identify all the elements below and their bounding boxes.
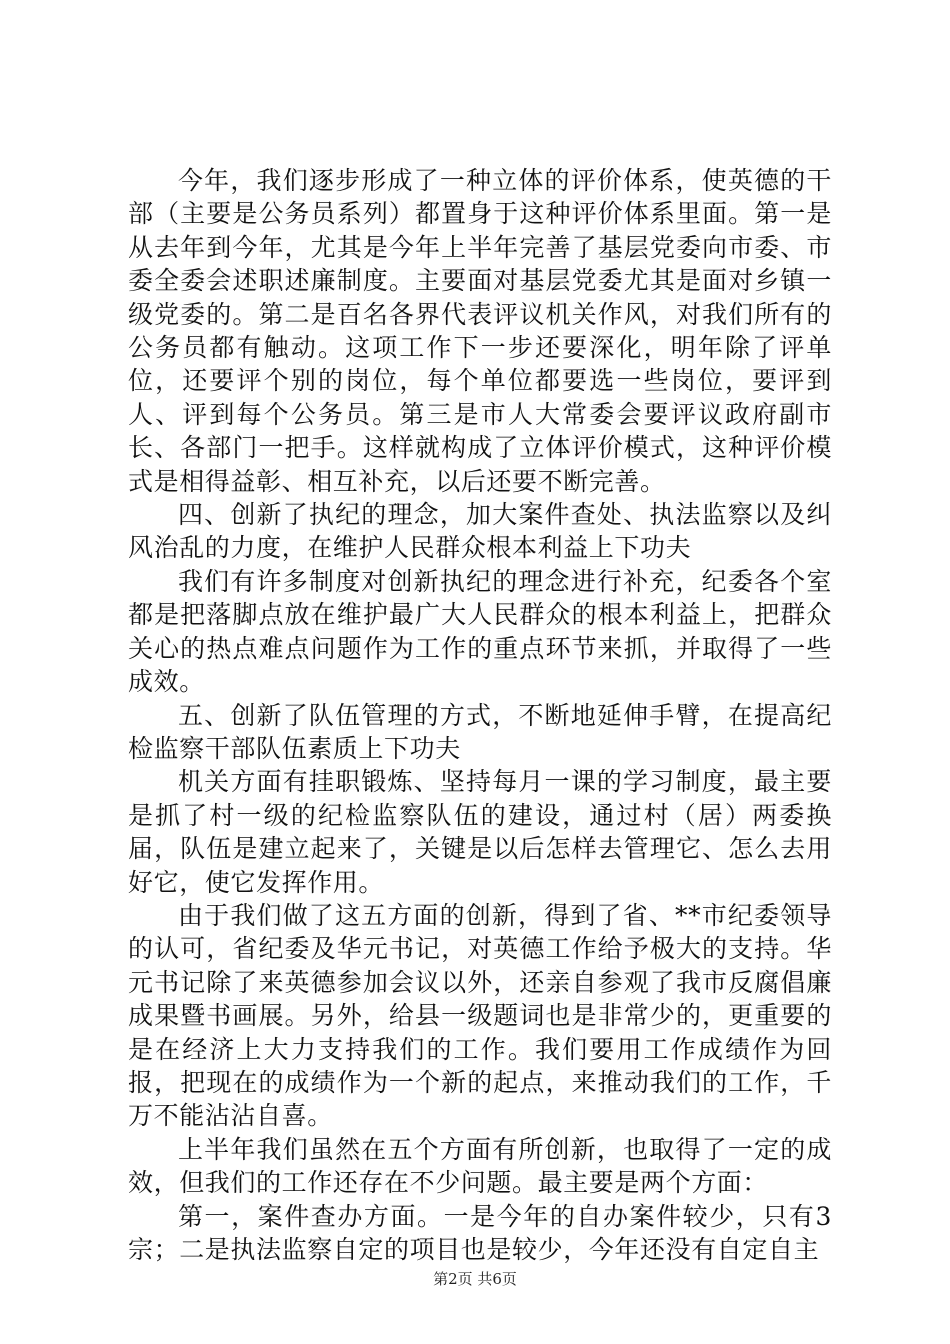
heading-five-team-management: 五、创新了队伍管理的方式，不断地延伸手臂，在提高纪检监察干部队伍素质上下功夫 — [128, 700, 832, 763]
paragraph-discipline-concept: 我们有许多制度对创新执纪的理念进行补充，纪委各个室都是把落脚点放在维护最广大人民群众的根本利益上，把群众关心的热点难点问题作为工作的重点环节来抓，并取得了一些成效。 — [128, 566, 832, 697]
paragraph-case-handling: 第一，案件查办方面。一是今年的自办案件较少，只有3宗；二是执法监察自定的项目也是较少，今年还没有自定自主 — [128, 1201, 832, 1264]
paragraph-recognition: 由于我们做了这五方面的创新，得到了省、**市纪委领导的认可，省纪委及华元书记，对英德工作给予极大的支持。华元书记除了来英德参加会议以外，还亲自参观了我市反腐倡廉成果暨书画展。另外，给县一级题词也是非常少的，更重要的是在经济上大力支持我们的工作。我们要用工作成绩作为回报，把现在的成绩作为一个新的起点，来推动我们的工作，千万不能沾沾自喜。 — [128, 900, 832, 1131]
heading-four-discipline-concept: 四、创新了执纪的理念，加大案件查处、执法监察以及纠风治乱的力度，在维护人民群众根本利益上下功夫 — [128, 500, 832, 563]
paragraph-problems-intro: 上半年我们虽然在五个方面有所创新，也取得了一定的成效，但我们的工作还存在不少问题。最主要是两个方面： — [128, 1134, 832, 1198]
page-number: 第2页 共6页 — [433, 1270, 517, 1288]
document-body — [128, 164, 832, 1266]
paragraph-team-management: 机关方面有挂职锻炼、坚持每月一课的学习制度，最主要是抓了村一级的纪检监察队伍的建设，通过村（居）两委换届，队伍是建立起来了，关键是以后怎样去管理它、怎么去用好它，使它发挥作用。 — [128, 767, 832, 897]
paragraph-evaluation-system: 今年，我们逐步形成了一种立体的评价体系，使英德的干部（主要是公务员系列）都置身于这种评价体系里面。第一是从去年到今年，尤其是今年上半年完善了基层党委向市委、市委全委会述职述廉制度。主要面对基层党委尤其是面对乡镇一级党委的。第二是百名各界代表评议机关作风，对我们所有的公务员都有触动。这项工作下一步还要深化，明年除了评单位，还要评个别的岗位，每个单位都要选一些岗位，要评到人、评到每个公务员。第三是市人大常委会要评议政府副市长、各部门一把手。这样就构成了立体评价模式，这种评价模式是相得益彰、相互补充，以后还要不断完善。 — [128, 166, 832, 496]
